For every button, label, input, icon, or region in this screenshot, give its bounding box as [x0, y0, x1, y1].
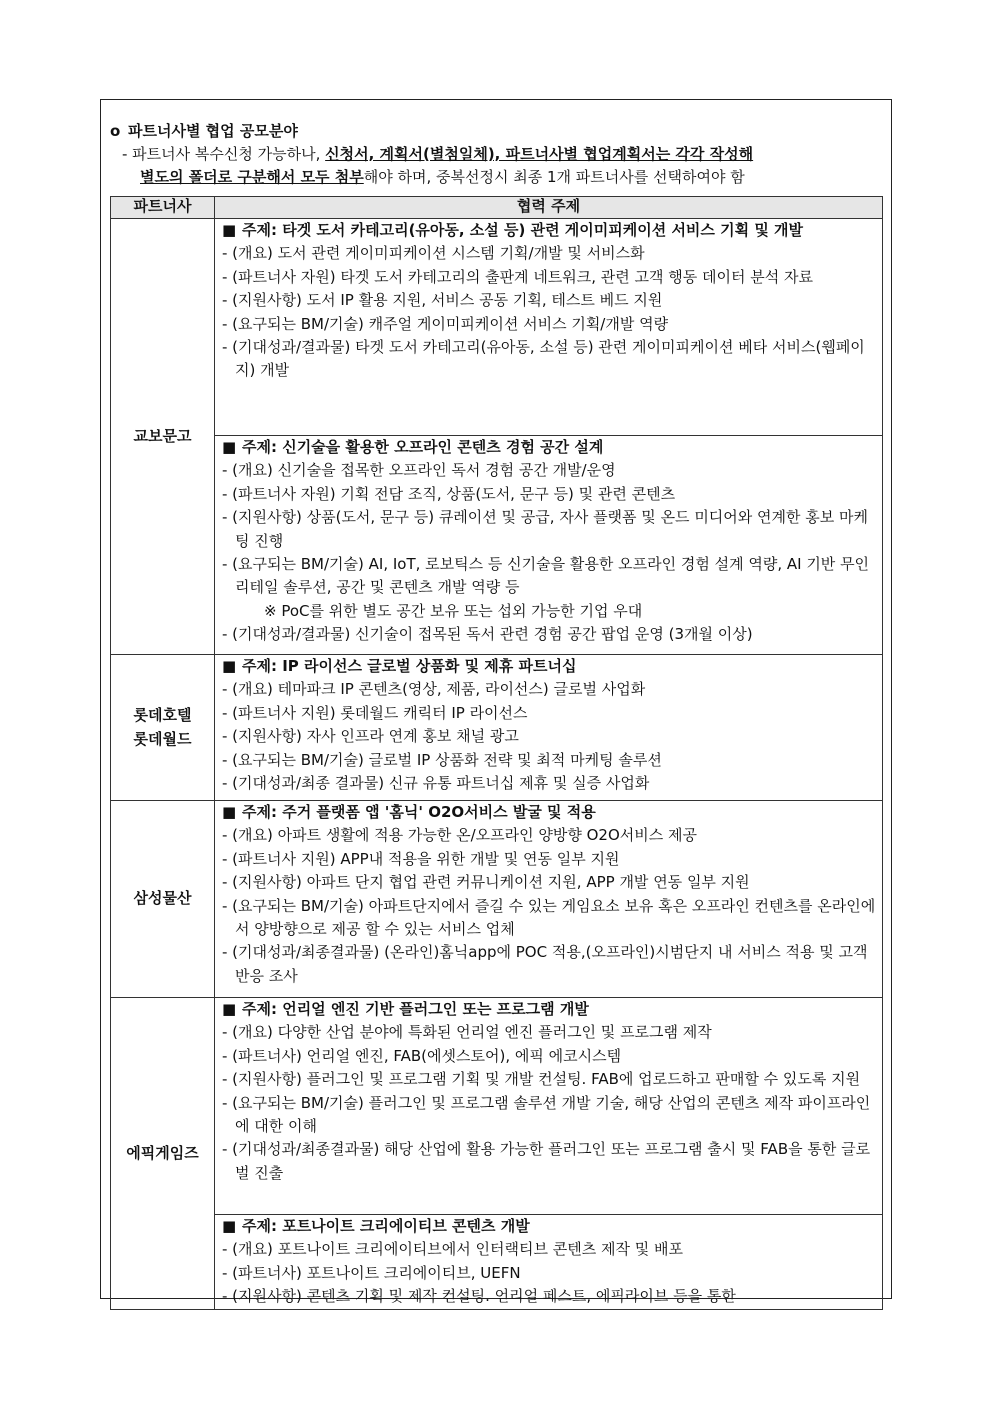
topic-item: - (기대성과/최종 결과물) 신규 유통 파트너십 제휴 및 실증 사업화 — [222, 774, 650, 793]
topic-cell — [215, 436, 883, 655]
topic-title: ■ 주제: 언리얼 엔진 기반 플러그인 또는 프로그램 개발 — [222, 998, 876, 1021]
topic-item: - (기대성과/결과물) 신기술이 접목된 독서 관련 경험 공간 팝업 운영 (3개월 이상) — [222, 625, 753, 644]
topic-title: ■ 주제: IP 라이선스 글로벌 상품화 및 제휴 파트너십 — [222, 655, 876, 678]
partner-lotte: 롯데호텔 롯데월드 — [111, 655, 215, 801]
topic-item: - (파트너사) 언리얼 엔진, FAB(에셋스토어), 에픽 에코시스템 — [222, 1046, 622, 1065]
topic-cell — [215, 219, 883, 436]
topic-item: - (요구되는 BM/기술) 캐주얼 게이미피케이션 서비스 기획/개발 역량 — [222, 314, 669, 333]
intro-section — [110, 120, 886, 189]
table-header-row — [111, 197, 883, 219]
square-bullet-icon: ■ — [222, 803, 237, 821]
topic-item: - (기대성과/최종결과물) (온라인)홈닉app에 POC 적용,(오프라인)시범단지 내 서비스 적용 및 고객 반응 조사 — [222, 943, 868, 985]
topic-title: ■ 주제: 타겟 도서 카테고리(유아동, 소설 등) 관련 게이미피케이션 서비스 기획 및 개발 — [222, 219, 876, 242]
topic-item: - (개요) 테마파크 IP 콘텐츠(영상, 제품, 라이선스) 글로벌 사업화 — [222, 680, 646, 699]
topic-item: - (지원사항) 콘텐츠 기획 및 제작 컨설팅. 언리얼 페스트, 에픽라이브 등을 통한 — [222, 1287, 736, 1306]
header-topic: 협력 주제 — [215, 197, 883, 219]
partner-table — [110, 196, 883, 1310]
topic-item: - (요구되는 BM/기술) 아파트단지에서 즐길 수 있는 게임요소 보유 혹은 오프라인 컨텐츠를 온라인에서 양방향으로 제공 할 수 있는 서비스 업체 — [222, 896, 876, 939]
note-emphasis-1: 신청서, 계획서(별첨일체), 파트너사별 협업계획서는 각각 작성해 — [325, 145, 754, 163]
topic-item: - (기대성과/최종결과물) 해당 산업에 활용 가능한 플러그인 또는 프로그램 출시 및 FAB을 통한 글로벌 진출 — [222, 1140, 871, 1182]
topic-item: - (파트너사 자원) 기획 전담 조직, 상품(도서, 문구 등) 및 관련 콘텐츠 — [222, 484, 676, 503]
topic-item: - (지원사항) 플러그인 및 프로그램 기획 및 개발 컨설팅. FAB에 업로드하고 판매할 수 있도록 지원 — [222, 1070, 861, 1089]
topic-item: - (지원사항) 자사 인프라 연계 홍보 채널 광고 — [222, 727, 519, 746]
square-bullet-icon: ■ — [222, 1217, 237, 1235]
topic-item: - (개요) 신기술을 접목한 오프라인 독서 경험 공간 개발/운영 — [222, 461, 616, 480]
topic-cell — [215, 1215, 883, 1310]
topic-item: - (파트너사 지원) 롯데월드 캐릭터 IP 라이선스 — [222, 703, 528, 722]
square-bullet-icon: ■ — [222, 221, 237, 239]
topic-cell — [215, 655, 883, 801]
application-note: - 파트너사 복수신청 가능하나, 신청서, 계획서(별첨일체), 파트너사별 협업계획서는 각각 작성해 — [122, 145, 754, 163]
table-row — [111, 219, 883, 436]
topic-item: - (파트너사) 포트나이트 크리에이티브, UEFN — [222, 1263, 521, 1282]
section-heading: o 파트너사별 협업 공모분야 — [110, 120, 886, 143]
topic-item: - (개요) 포트나이트 크리에이티브에서 인터랙티브 콘텐츠 제작 및 배포 — [222, 1240, 683, 1259]
table-row — [111, 1215, 883, 1310]
topic-item: - (요구되는 BM/기술) AI, IoT, 로보틱스 등 신기술을 활용한 오프라인 경험 설계 역량, AI 기반 무인 리테일 솔루션, 공간 및 콘텐츠 개발 역량 등 — [222, 555, 870, 597]
topic-title: ■ 주제: 주거 플랫폼 앱 '홈닉' O2O서비스 발굴 및 적용 — [222, 801, 876, 824]
table-row — [111, 436, 883, 655]
partner-kyobo: 교보문고 — [111, 219, 215, 655]
topic-item: - (개요) 도서 관련 게이미피케이션 시스템 기획/개발 및 서비스화 — [222, 244, 645, 263]
topic-cell — [215, 998, 883, 1215]
square-bullet-icon: ■ — [222, 657, 237, 675]
topic-item: - (파트너사 자원) 타겟 도서 카테고리의 출판계 네트워크, 관련 고객 행동 데이터 분석 자료 — [222, 267, 814, 286]
topic-title: ■ 주제: 신기술을 활용한 오프라인 콘텐츠 경험 공간 설계 — [222, 436, 876, 459]
application-note-cont: 별도의 폴더로 구분해서 모두 첨부해야 하며, 중복선정시 최종 1개 파트너사를 선택하여야 함 — [140, 168, 745, 186]
topic-item: - (지원사항) 도서 IP 활용 지원, 서비스 공동 기획, 테스트 베드 지원 — [222, 291, 663, 310]
topic-item: - (개요) 다양한 산업 분야에 특화된 언리얼 엔진 플러그인 및 프로그램 제작 — [222, 1023, 712, 1042]
topic-item: - (개요) 아파트 생활에 적용 가능한 온/오프라인 양방향 O2O서비스 제공 — [222, 826, 697, 845]
header-partner: 파트너사 — [111, 197, 215, 219]
topic-subnote: ※ PoC를 위한 별도 공간 보유 또는 섭외 가능한 기업 우대 — [264, 601, 643, 620]
circle-bullet-icon: o — [110, 122, 121, 140]
table-row — [111, 801, 883, 998]
topic-title: ■ 주제: 포트나이트 크리에이티브 콘텐츠 개발 — [222, 1215, 876, 1238]
note-emphasis-2: 별도의 폴더로 구분해서 모두 첨부 — [140, 168, 364, 186]
table-row — [111, 655, 883, 801]
table-row — [111, 998, 883, 1215]
square-bullet-icon: ■ — [222, 1000, 237, 1018]
topic-item: - (파트너사 지원) APP내 적용을 위한 개발 및 연동 일부 지원 — [222, 849, 620, 868]
partner-epic: 에픽게임즈 — [111, 998, 215, 1310]
partner-samsung: 삼성물산 — [111, 801, 215, 998]
topic-item: - (지원사항) 상품(도서, 문구 등) 큐레이션 및 공급, 자사 플랫폼 및 온드 미디어와 연계한 홍보 마케팅 진행 — [222, 508, 869, 550]
topic-item: - (기대성과/결과물) 타겟 도서 카테고리(유아동, 소설 등) 관련 게이미피케이션 베타 서비스(웹페이지) 개발 — [222, 338, 865, 380]
square-bullet-icon: ■ — [222, 438, 237, 456]
topic-item: - (요구되는 BM/기술) 글로벌 IP 상품화 전략 및 최적 마케팅 솔루션 — [222, 750, 662, 769]
topic-item: - (지원사항) 아파트 단지 협업 관련 커뮤니케이션 지원, APP 개발 연동 일부 지원 — [222, 873, 750, 892]
topic-cell — [215, 801, 883, 998]
topic-item: - (요구되는 BM/기술) 플러그인 및 프로그램 솔루션 개발 기술, 해당 산업의 콘텐츠 제작 파이프라인에 대한 이해 — [222, 1093, 871, 1136]
